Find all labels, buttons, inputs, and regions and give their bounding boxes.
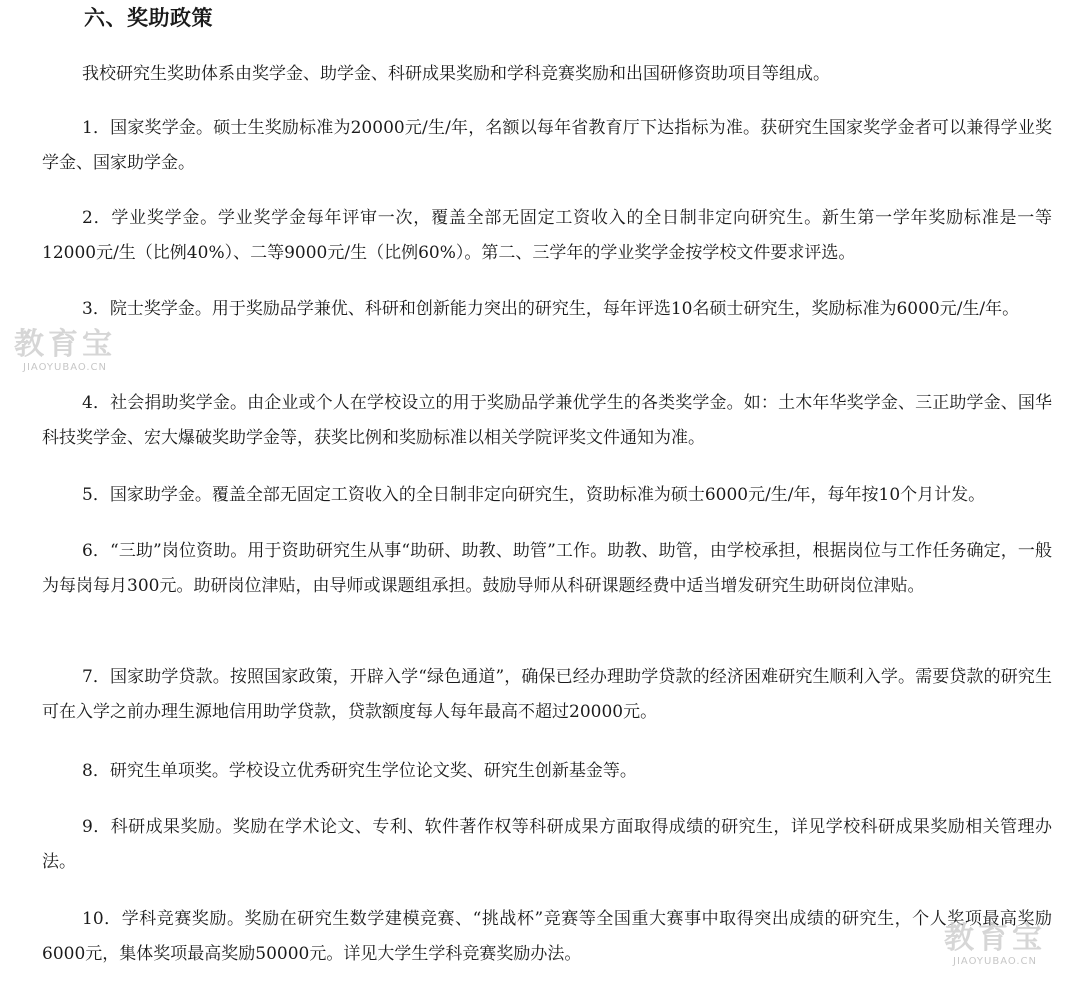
policy-item-assistantship: 6．“三助”岗位资助。用于资助研究生从事“助研、助教、助管”工作。助教、助管，由学校承担，根据岗位与工作任务确定，一般为每岗每月300元。助研岗位津贴，由导师或课题组承担。鼓励导师从科研课题经费中适当增发研究生助研岗位津贴。 (42, 541, 1052, 596)
watermark-url-text: JIAOYUBAO.CN (953, 956, 1037, 967)
watermark-logo-text: 教育宝 (944, 921, 1046, 956)
policy-item-national-grant: 5．国家助学金。覆盖全部无固定工资收入的全日制非定向研究生，资助标准为硕士6000元/生/年，每年按10个月计发。 (82, 485, 986, 505)
policy-item-single-award: 8．研究生单项奖。学校设立优秀研究生学位论文奖、研究生创新基金等。 (82, 761, 637, 781)
watermark-url-text: JIAOYUBAO.CN (23, 362, 107, 373)
watermark-logo-text: 教育宝 (14, 327, 116, 362)
policy-item-social-scholarship: 4．社会捐助奖学金。由企业或个人在学校设立的用于奖励品学兼优学生的各类奖学金。如：土木年华奖学金、三正助学金、国华科技奖学金、宏大爆破奖助学金等，获奖比例和奖励标准以相关学院评奖文件通知为准。 (42, 393, 1052, 448)
policy-item-research-award: 9．科研成果奖励。奖励在学术论文、专利、软件著作权等科研成果方面取得成绩的研究生，详见学校科研成果奖励相关管理办法。 (42, 817, 1052, 872)
watermark-logo (14, 328, 116, 374)
intro-paragraph: 我校研究生奖助体系由奖学金、助学金、科研成果奖励和学科竞赛奖励和出国研修资助项目等组成。 (82, 64, 830, 84)
policy-item-student-loan: 7．国家助学贷款。按照国家政策，开辟入学“绿色通道”，确保已经办理助学贷款的经济困难研究生顺利入学。需要贷款的研究生可在入学之前办理生源地信用助学贷款，贷款额度每人每年最高不超过20000元。 (42, 667, 1052, 722)
policy-item-national-scholarship: 1．国家奖学金。硕士生奖励标准为20000元/生/年，名额以每年省教育厅下达指标为准。获研究生国家奖学金者可以兼得学业奖学金、国家助学金。 (42, 118, 1052, 173)
policy-item-competition-award: 10．学科竞赛奖励。奖励在研究生数学建模竞赛、“挑战杯”竞赛等全国重大赛事中取得突出成绩的研究生，个人奖项最高奖励6000元，集体奖项最高奖励50000元。详见大学生学科竞赛奖励办法。 (42, 909, 1052, 964)
policy-item-academic-scholarship: 2．学业奖学金。学业奖学金每年评审一次，覆盖全部无固定工资收入的全日制非定向研究生。新生第一学年奖励标准是一等12000元/生（比例40%）、二等9000元/生（比例60%）。第二、三学年的学业奖学金按学校文件要求评选。 (42, 208, 1052, 263)
section-heading: 六、奖助政策 (84, 5, 213, 30)
policy-item-academician-scholarship: 3．院士奖学金。用于奖励品学兼优、科研和创新能力突出的研究生，每年评选10名硕士研究生，奖励标准为6000元/生/年。 (82, 299, 1020, 319)
